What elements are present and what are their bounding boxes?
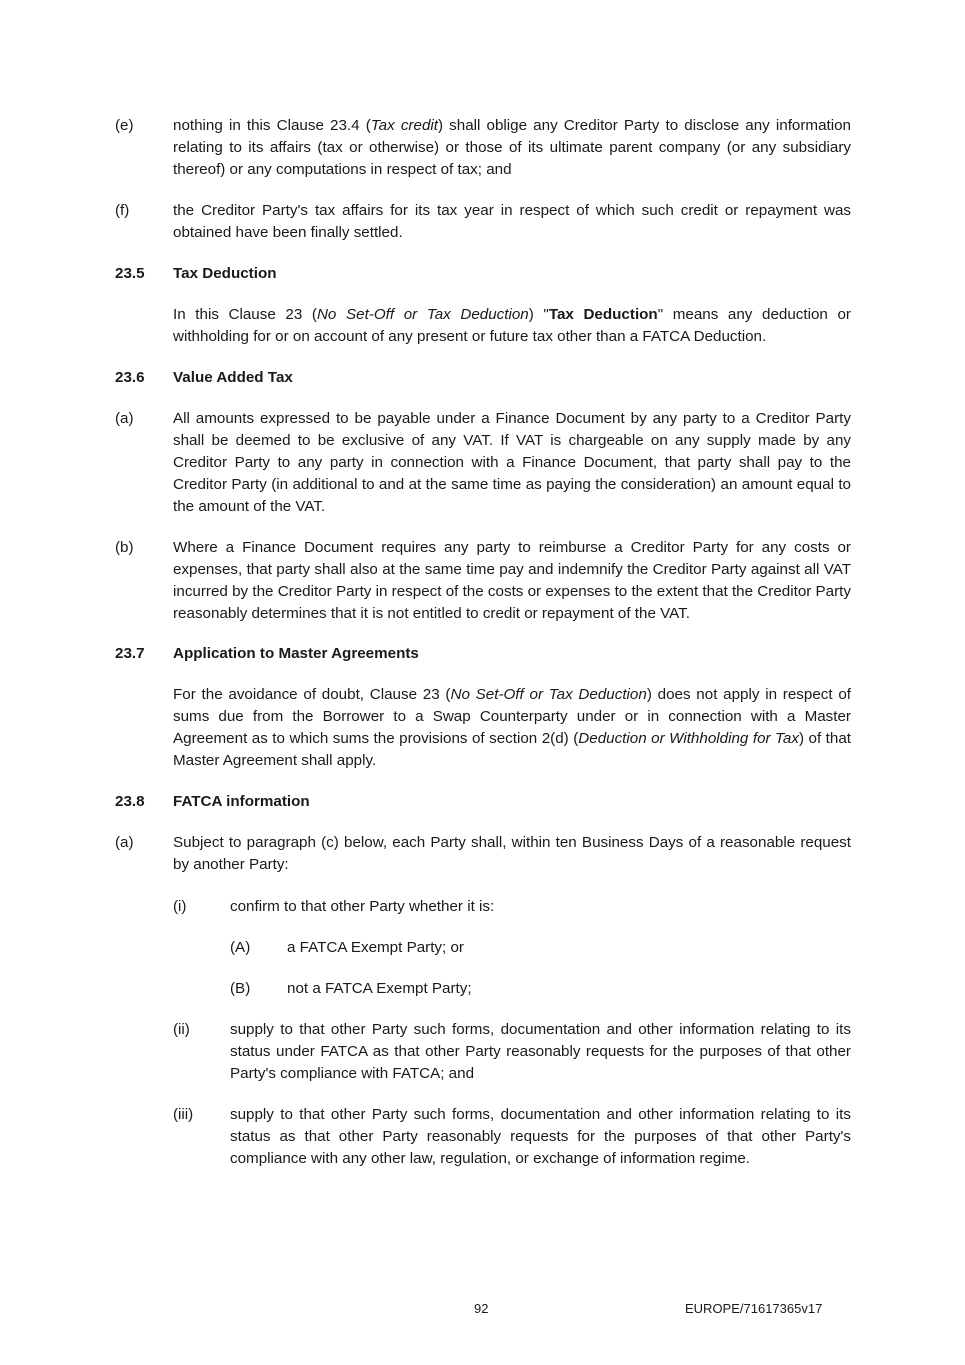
item-e-text-1: nothing in this Clause 23.4 (: [173, 117, 371, 134]
section-23-8-title: FATCA information: [173, 793, 310, 810]
s238-ii-text: supply to that other Party such forms, documentation and other information relating to its status under FATCA as that other Party reasonably requests for the purposes of that other Party's compliance with FATCA; and: [230, 1021, 851, 1082]
section-23-5-text: [173, 304, 851, 348]
s236-a-text: All amounts expressed to be payable under a Finance Document by any party to a Creditor Party shall be deemed to be exclusive of any VAT. If VAT is chargeable on any supply made by any Creditor Party to any party in connection with a Finance Document, that party shall pay to the Creditor Party (in additional to and at the same time as paying the consideration) an amount equal to the amount of the VAT.: [173, 410, 851, 515]
s235-text-3: " means any deduction or withholding for or on account of any present or future tax other than a FATCA Deduction.: [173, 306, 851, 345]
s235-text-2: ) ": [528, 306, 549, 323]
s235-italic: No Set-Off or Tax Deduction: [316, 306, 529, 323]
s238-a-label: (a): [115, 834, 134, 851]
s235-text-1: In this Clause 23 (: [173, 306, 317, 323]
s238-A-text: a FATCA Exempt Party; or: [287, 939, 464, 956]
s237-italic-1: No Set-Off or Tax Deduction: [450, 686, 647, 703]
s237-italic-2: Deduction or Withholding for Tax: [578, 730, 799, 747]
s238-B-label: (B): [230, 980, 251, 997]
s237-text-3: ) of that Master Agreement shall apply.: [173, 730, 852, 769]
s237-text-1: For the avoidance of doubt, Clause 23 (: [173, 686, 451, 703]
section-23-6-number: 23.6: [115, 369, 145, 386]
s238-iii-text: supply to that other Party such forms, documentation and other information relating to its status as that other Party reasonably requests for the purposes of that other Party's compliance with any other law, regulation, or exchange of information regime.: [230, 1106, 851, 1167]
s235-bold: Tax Deduction: [548, 306, 658, 323]
s236-a-label: (a): [115, 410, 134, 427]
s238-iii-label: (iii): [173, 1106, 194, 1123]
s238-i-text: confirm to that other Party whether it is:: [230, 898, 495, 915]
item-e-label: (e): [115, 117, 134, 134]
s238-A-label: (A): [230, 939, 251, 956]
section-23-6-title: Value Added Tax: [173, 369, 293, 386]
section-23-5-title: Tax Deduction: [173, 265, 277, 282]
section-23-7-text: [173, 684, 851, 772]
page-number: 92: [474, 1301, 489, 1316]
s236-b-text: Where a Finance Document requires any party to reimburse a Creditor Party for any costs or expenses, that party shall also at the same time pay and indemnify the Creditor Party against all VAT incurred by the Creditor Party in respect of the costs or expenses to the extent that the Creditor Party reasonably determines that it is not entitled to credit or repayment of the VAT.: [173, 539, 851, 622]
s238-ii-label: (ii): [173, 1021, 190, 1038]
item-e-text-2: ) shall oblige any Creditor Party to disclose any information relating to its affairs (tax or otherwise) or those of its ultimate parent company (or any subsidiary thereof) or any computations in respect of tax; and: [173, 117, 852, 178]
item-f-label: (f): [115, 202, 130, 219]
document-reference: EUROPE/71617365v17: [685, 1301, 823, 1316]
s238-i-label: (i): [173, 898, 187, 915]
s238-B-text: not a FATCA Exempt Party;: [287, 980, 472, 997]
section-23-8-number: 23.8: [115, 793, 145, 810]
s238-a-text: Subject to paragraph (c) below, each Party shall, within ten Business Days of a reasonable request by another Party:: [173, 834, 851, 873]
section-23-5-number: 23.5: [115, 265, 145, 282]
section-23-7-number: 23.7: [115, 645, 145, 662]
s236-b-label: (b): [115, 539, 134, 556]
section-23-7-title: Application to Master Agreements: [173, 645, 419, 662]
s237-text-2: ) does not apply in respect of sums due from the Borrower to a Swap Counterparty under or in connection with a Master Agreement as to which sums the provisions of section 2(d) (: [173, 686, 851, 747]
item-f-text: the Creditor Party's tax affairs for its tax year in respect of which such credit or repayment was obtained have been finally settled.: [173, 202, 851, 241]
item-e-text: [173, 115, 851, 181]
item-e-italic: Tax credit: [370, 117, 438, 134]
